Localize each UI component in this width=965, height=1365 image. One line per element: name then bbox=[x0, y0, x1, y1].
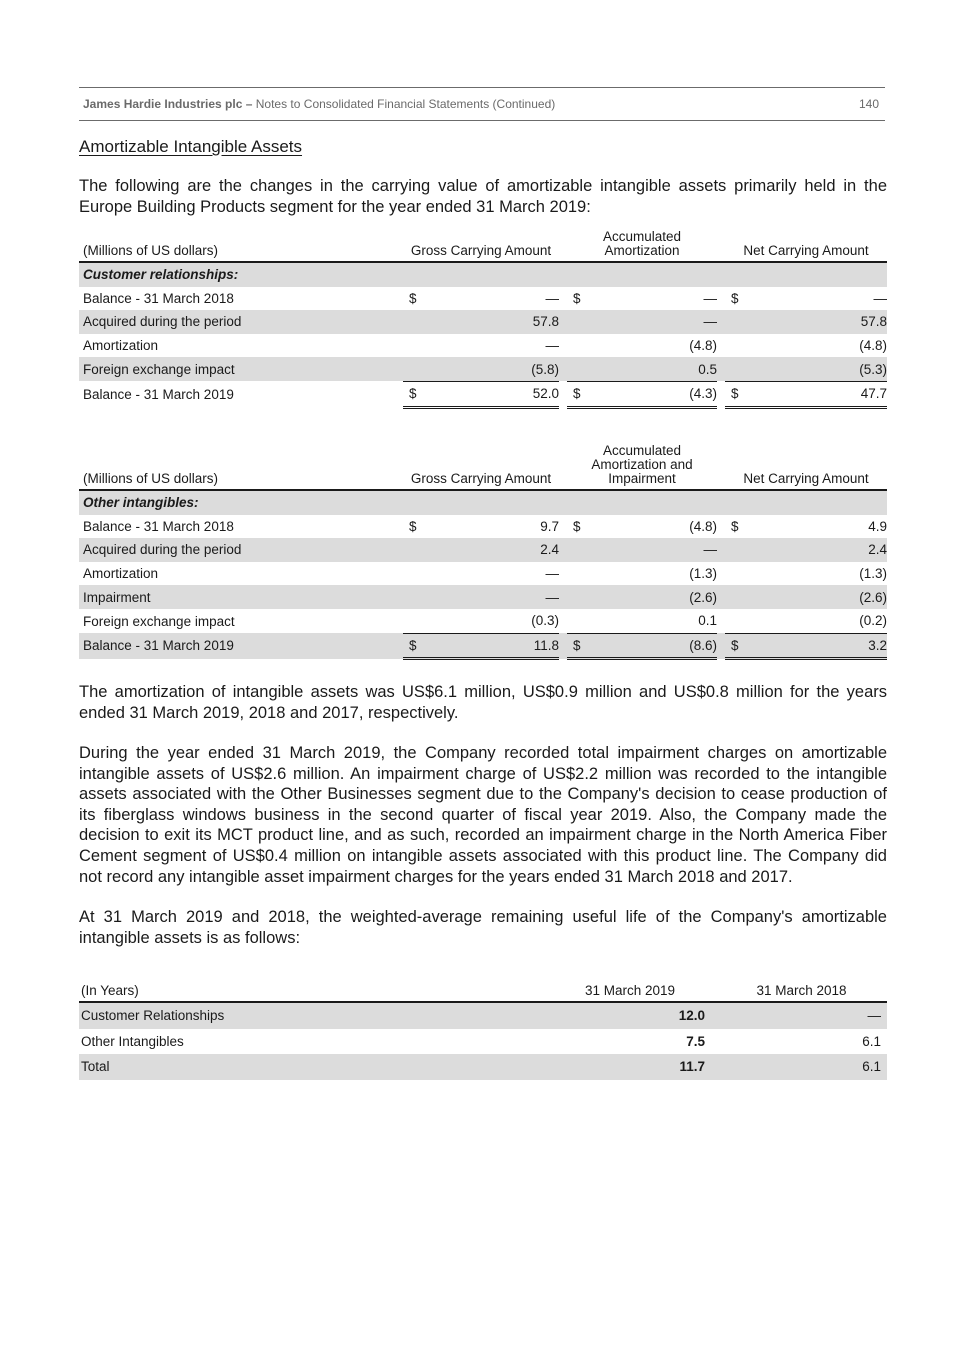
row-label: Foreign exchange impact bbox=[79, 357, 403, 381]
net-currency bbox=[725, 357, 749, 381]
category-label: Other intangibles: bbox=[79, 490, 887, 515]
table-row bbox=[79, 515, 887, 539]
spacer bbox=[717, 609, 725, 633]
header-company: James Hardie Industries plc bbox=[83, 97, 243, 111]
net-value: (2.6) bbox=[749, 585, 887, 609]
category-label: Customer relationships: bbox=[79, 262, 887, 287]
gross-currency: $ bbox=[403, 633, 427, 659]
net-value: (1.3) bbox=[859, 566, 887, 582]
spacer bbox=[559, 538, 567, 562]
row-label: Amortization bbox=[83, 566, 159, 582]
col-header-accumulated bbox=[567, 444, 717, 490]
row-label: Acquired during the period bbox=[79, 538, 403, 562]
gross-currency bbox=[403, 334, 427, 358]
intro-paragraph: The following are the changes in the carrying value of amortizable intangible assets primarily held in the Europe Building Products segment for the year ended 31 March 2019: bbox=[79, 177, 887, 216]
accumulated-value: — bbox=[591, 310, 717, 334]
col-header-label: (In Years) bbox=[79, 975, 544, 1002]
section-title: Amortizable Intangible Assets bbox=[79, 137, 303, 156]
header-title bbox=[83, 97, 555, 111]
spacer bbox=[717, 310, 725, 334]
spacer bbox=[559, 609, 567, 633]
net-currency bbox=[725, 562, 749, 586]
col-header-accumulated-line2: Amortization and bbox=[591, 457, 693, 472]
value-2018: 6.1 bbox=[862, 1033, 881, 1049]
spacer bbox=[717, 562, 725, 586]
gross-currency: $ bbox=[403, 381, 427, 407]
spacer bbox=[717, 515, 725, 539]
net-value: 47.7 bbox=[749, 381, 887, 407]
row-label: Balance - 31 March 2019 bbox=[83, 386, 234, 402]
spacer bbox=[559, 633, 567, 659]
col-header-gross: Gross Carrying Amount bbox=[403, 230, 559, 262]
accumulated-value: 0.1 bbox=[698, 613, 717, 629]
header-separator: – bbox=[242, 97, 256, 111]
spacer bbox=[717, 381, 725, 407]
other-intangibles-table bbox=[79, 444, 887, 660]
accumulated-value: (4.3) bbox=[591, 381, 717, 407]
accumulated-currency bbox=[567, 585, 591, 609]
customer-relationships-table bbox=[79, 230, 887, 409]
table-row bbox=[79, 1029, 887, 1055]
table-row bbox=[79, 357, 887, 381]
spacer bbox=[717, 357, 725, 381]
gross-value: 57.8 bbox=[427, 310, 559, 334]
net-value: (4.8) bbox=[859, 338, 887, 354]
value-2018: 6.1 bbox=[715, 1054, 887, 1080]
table-header-row bbox=[79, 230, 887, 262]
col-header-net: Net Carrying Amount bbox=[725, 444, 887, 490]
spacer bbox=[559, 515, 567, 539]
accumulated-currency bbox=[567, 538, 591, 562]
col-header-2019: 31 March 2019 bbox=[544, 975, 715, 1002]
accumulated-currency bbox=[567, 562, 591, 586]
gross-value: (0.3) bbox=[531, 613, 559, 629]
col-header-label: (Millions of US dollars) bbox=[79, 230, 403, 262]
gross-value: 2.4 bbox=[427, 538, 559, 562]
net-currency bbox=[725, 310, 749, 334]
table-row bbox=[79, 381, 887, 407]
value-2019: 11.7 bbox=[544, 1054, 715, 1080]
gross-value: (5.8) bbox=[427, 357, 559, 381]
net-value: (0.2) bbox=[859, 613, 887, 629]
accumulated-value: (1.3) bbox=[689, 566, 717, 582]
col-header-label: (Millions of US dollars) bbox=[79, 444, 403, 490]
col-header-accumulated-line2: Amortization bbox=[604, 243, 680, 258]
col-header-accumulated-line3: Impairment bbox=[608, 471, 676, 486]
gross-value: — bbox=[427, 585, 559, 609]
spacer bbox=[717, 633, 725, 659]
row-label: Balance - 31 March 2018 bbox=[83, 290, 234, 306]
row-label: Foreign exchange impact bbox=[83, 613, 235, 629]
col-header-accumulated-line1: Accumulated bbox=[602, 229, 682, 244]
spacer bbox=[717, 334, 725, 358]
useful-life-paragraph: At 31 March 2019 and 2018, the weighted-average remaining useful life of the Company's amortizable intangible assets is as follows: bbox=[79, 908, 887, 947]
accumulated-currency bbox=[567, 357, 591, 381]
amortization-paragraph: The amortization of intangible assets was US$6.1 million, US$0.9 million and US$0.8 million for the years ended 31 March 2019, 2018 and 2017, respectively. bbox=[79, 683, 887, 722]
table-row bbox=[79, 310, 887, 334]
net-currency bbox=[725, 538, 749, 562]
accumulated-currency: $ bbox=[573, 518, 581, 534]
table-row bbox=[79, 287, 887, 311]
net-currency bbox=[725, 609, 749, 633]
accumulated-currency: $ bbox=[567, 633, 591, 659]
gross-value: 52.0 bbox=[427, 381, 559, 407]
value-2019: 12.0 bbox=[544, 1002, 715, 1029]
accumulated-currency bbox=[567, 334, 591, 358]
row-label: Balance - 31 March 2018 bbox=[83, 518, 234, 534]
net-value: 4.9 bbox=[868, 518, 887, 534]
spacer bbox=[559, 357, 567, 381]
accumulated-value: (4.8) bbox=[689, 338, 717, 354]
row-label: Customer Relationships bbox=[79, 1002, 544, 1029]
gross-value: — bbox=[545, 290, 559, 306]
spacer bbox=[559, 334, 567, 358]
gross-value: — bbox=[545, 566, 559, 582]
row-label: Total bbox=[79, 1054, 544, 1080]
col-header-gross: Gross Carrying Amount bbox=[403, 444, 559, 490]
spacer bbox=[559, 585, 567, 609]
page-number: 140 bbox=[858, 97, 879, 111]
gross-value: 9.7 bbox=[540, 518, 559, 534]
useful-life-table bbox=[79, 975, 887, 1080]
accumulated-value: (2.6) bbox=[591, 585, 717, 609]
value-2018: — bbox=[715, 1002, 887, 1029]
net-currency: $ bbox=[725, 381, 749, 407]
accumulated-value: — bbox=[591, 538, 717, 562]
gross-currency bbox=[403, 310, 427, 334]
category-row bbox=[79, 262, 887, 287]
col-header-accumulated bbox=[567, 230, 717, 262]
gross-value: — bbox=[545, 338, 559, 354]
table-row bbox=[79, 1054, 887, 1080]
net-currency: $ bbox=[731, 290, 739, 306]
row-label: Acquired during the period bbox=[79, 310, 403, 334]
row-label: Impairment bbox=[79, 585, 403, 609]
page-header bbox=[79, 87, 885, 121]
net-value: (5.3) bbox=[749, 357, 887, 381]
row-label: Balance - 31 March 2019 bbox=[79, 633, 403, 659]
gross-currency: $ bbox=[409, 290, 417, 306]
col-header-2018: 31 March 2018 bbox=[715, 975, 887, 1002]
accumulated-value: (4.8) bbox=[689, 518, 717, 534]
table-row bbox=[79, 562, 887, 586]
value-2019: 7.5 bbox=[686, 1033, 705, 1049]
accumulated-currency bbox=[567, 310, 591, 334]
table-row bbox=[79, 1002, 887, 1029]
spacer bbox=[559, 562, 567, 586]
category-row bbox=[79, 490, 887, 515]
impairment-paragraph: During the year ended 31 March 2019, the Company recorded total impairment charges on amortizable intangible assets of US$2.6 million. An impairment charge of US$2.2 million was recorded to the intangible assets associated with the Other Businesses segment due to the Company's decision to cease production of its fiberglass windows business in the second quarter of fiscal year 2019. Also, the Company made the decision to exit its MCT product line, and as such, recorded an impairment charge in the North America Fiber Cement segment of US$0.4 million on intangible assets associated with this product line. The Company did not record any intangible asset impairment charges for the years ended 31 March 2018 and 2017. bbox=[79, 744, 887, 886]
net-currency: $ bbox=[725, 633, 749, 659]
net-currency: $ bbox=[731, 518, 739, 534]
net-value: — bbox=[873, 290, 887, 306]
accumulated-value: (8.6) bbox=[591, 633, 717, 659]
accumulated-currency bbox=[567, 609, 591, 633]
net-value: 2.4 bbox=[749, 538, 887, 562]
gross-currency bbox=[403, 538, 427, 562]
row-label: Amortization bbox=[83, 338, 159, 354]
col-header-net: Net Carrying Amount bbox=[725, 230, 887, 262]
spacer bbox=[559, 310, 567, 334]
gross-value: 11.8 bbox=[427, 633, 559, 659]
table-row bbox=[79, 609, 887, 633]
table-row bbox=[79, 538, 887, 562]
table-row bbox=[79, 585, 887, 609]
gross-currency bbox=[403, 357, 427, 381]
net-value: 3.2 bbox=[749, 633, 887, 659]
table-row bbox=[79, 334, 887, 358]
net-currency bbox=[725, 334, 749, 358]
spacer bbox=[717, 585, 725, 609]
table-row bbox=[79, 633, 887, 659]
accumulated-currency: $ bbox=[573, 290, 581, 306]
table-header-row bbox=[79, 975, 887, 1002]
spacer bbox=[717, 538, 725, 562]
accumulated-currency: $ bbox=[567, 381, 591, 407]
table-header-row bbox=[79, 444, 887, 490]
gross-currency: $ bbox=[409, 518, 417, 534]
spacer bbox=[559, 381, 567, 407]
accumulated-value: 0.5 bbox=[591, 357, 717, 381]
row-label: Other Intangibles bbox=[81, 1033, 184, 1049]
header-subtitle: Notes to Consolidated Financial Statements (Continued) bbox=[255, 97, 556, 111]
col-header-accumulated-line1: Accumulated bbox=[602, 443, 682, 458]
net-currency bbox=[725, 585, 749, 609]
gross-currency bbox=[403, 609, 427, 633]
gross-currency bbox=[403, 562, 427, 586]
net-value: 57.8 bbox=[749, 310, 887, 334]
spacer bbox=[559, 287, 567, 311]
accumulated-value: — bbox=[703, 290, 717, 306]
spacer bbox=[717, 287, 725, 311]
gross-currency bbox=[403, 585, 427, 609]
